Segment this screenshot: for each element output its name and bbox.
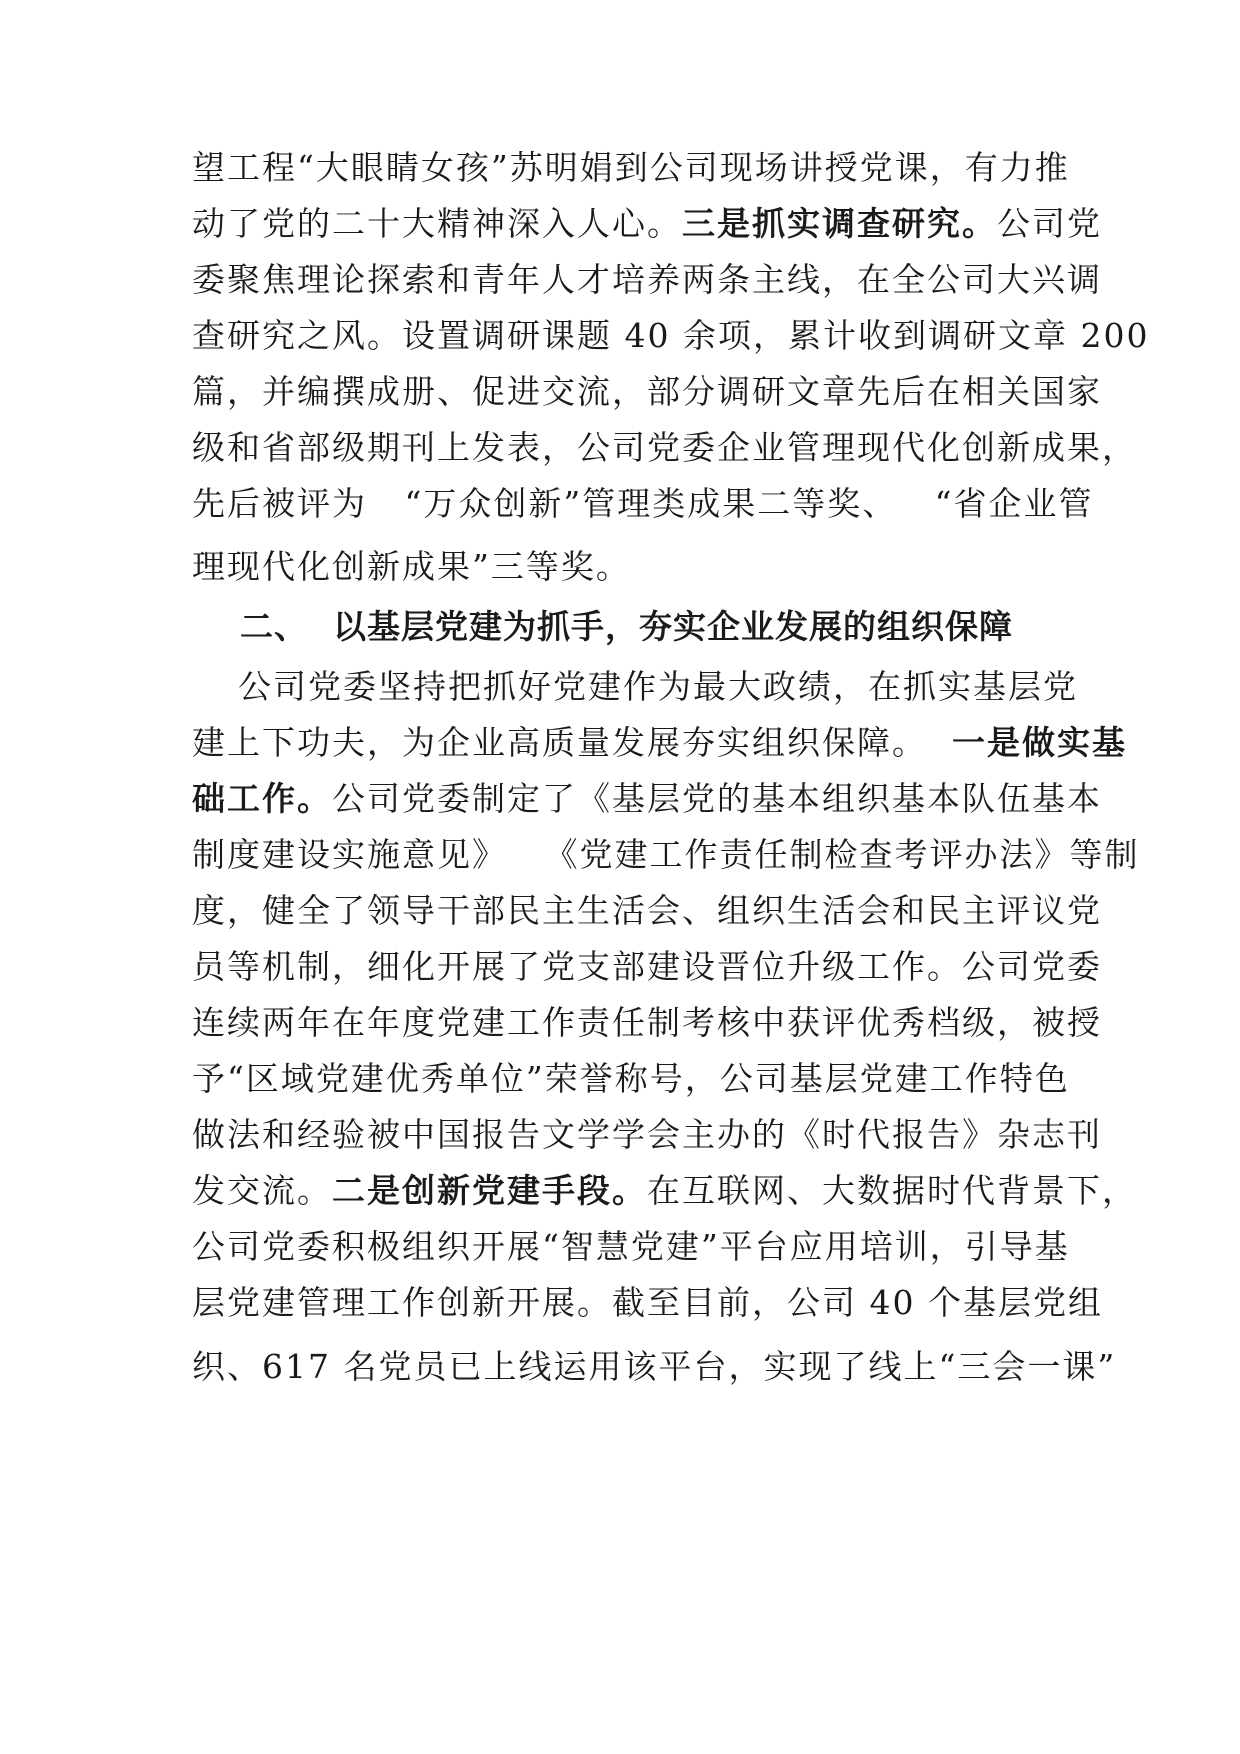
text-segment: 公司党 xyxy=(997,204,1102,243)
text-line xyxy=(192,146,1070,190)
text-line xyxy=(192,202,1102,246)
bold-text-segment: 一是做实基 xyxy=(951,723,1127,762)
text-line xyxy=(192,1225,1070,1269)
text-line xyxy=(192,777,1102,821)
bold-text-segment: 二是创新党建手段。 xyxy=(332,1171,647,1210)
text-segment: 度，健全了领导干部民主生活会、组织生活会和民主评议党 xyxy=(192,891,1102,930)
text-segment: 公司党委坚持把抓好党建作为最大政绩，在抓实基层党 xyxy=(238,667,1078,706)
text-segment: 公司党委制定了《基层党的基本组织基本队伍基本 xyxy=(332,779,1102,818)
text-line xyxy=(192,1281,1103,1325)
text-segment: 理现代化创新成果”三等奖。 xyxy=(192,547,631,586)
text-line xyxy=(192,833,1140,877)
text-segment: 连续两年在年度党建工作责任制考核中获评优秀档级，被授 xyxy=(192,1003,1102,1042)
text-segment: 篇，并编撰成册、促进交流，部分调研文章先后在相关国家 xyxy=(192,372,1102,411)
text-line xyxy=(238,665,1078,709)
bold-text-segment: 三是抓实调查研究。 xyxy=(682,204,997,243)
text-segment: 织、617 名党员已上线运用该平台，实现了线上“三会一课” xyxy=(192,1347,1117,1386)
text-segment: 委聚焦理论探索和青年人才培养两条主线，在全公司大兴调 xyxy=(192,260,1102,299)
heading-text: 二、 以基层党建为抓手，夯实企业发展的组织保障 xyxy=(240,607,1013,646)
text-segment: 查研究之风。设置调研课题 40 余项，累计收到调研文章 200 xyxy=(192,316,1150,355)
text-segment: 予“区域党建优秀单位”荣誉称号，公司基层党建工作特色 xyxy=(192,1059,1070,1098)
text-line xyxy=(192,482,1094,526)
text-segment: 做法和经验被中国报告文学学会主办的《时代报告》杂志刊 xyxy=(192,1115,1102,1154)
text-line xyxy=(192,1057,1070,1101)
bold-text-segment: 础工作。 xyxy=(192,779,332,818)
text-segment: 发交流。 xyxy=(192,1171,332,1210)
text-line xyxy=(192,889,1102,933)
text-segment: 先后被评为 “万众创新”管理类成果二等奖、 “省企业管 xyxy=(192,484,1094,523)
text-line xyxy=(192,945,1102,989)
text-segment: 员等机制，细化开展了党支部建设晋位升级工作。公司党委 xyxy=(192,947,1102,986)
text-line xyxy=(192,1001,1102,1045)
text-segment: 建上下功夫，为企业高质量发展夯实组织保障。 xyxy=(192,723,952,762)
text-line xyxy=(192,545,1052,589)
text-line xyxy=(192,1113,1102,1157)
text-line xyxy=(192,1345,1117,1389)
text-line xyxy=(192,1169,1137,1213)
text-segment: 望工程“大眼睛女孩”苏明娟到公司现场讲授党课，有力推 xyxy=(192,148,1070,187)
text-segment: 层党建管理工作创新开展。截至目前，公司 40 个基层党组 xyxy=(192,1283,1103,1322)
text-line xyxy=(192,370,1102,414)
text-segment: 级和省部级期刊上发表，公司党委企业管理现代化创新成果， xyxy=(192,428,1137,467)
text-segment: 在互联网、大数据时代背景下， xyxy=(647,1171,1137,1210)
text-line xyxy=(192,258,1102,302)
text-line xyxy=(192,314,1150,358)
text-segment: 公司党委积极组织开展“智慧党建”平台应用培训，引导基 xyxy=(192,1227,1070,1266)
text-line xyxy=(192,721,1127,765)
text-segment: 制度建设实施意见》 《党建工作责任制检查考评办法》等制 xyxy=(192,835,1140,874)
text-line xyxy=(192,426,1137,470)
text-segment: 动了党的二十大精神深入人心。 xyxy=(192,204,682,243)
section-heading xyxy=(240,605,1020,649)
